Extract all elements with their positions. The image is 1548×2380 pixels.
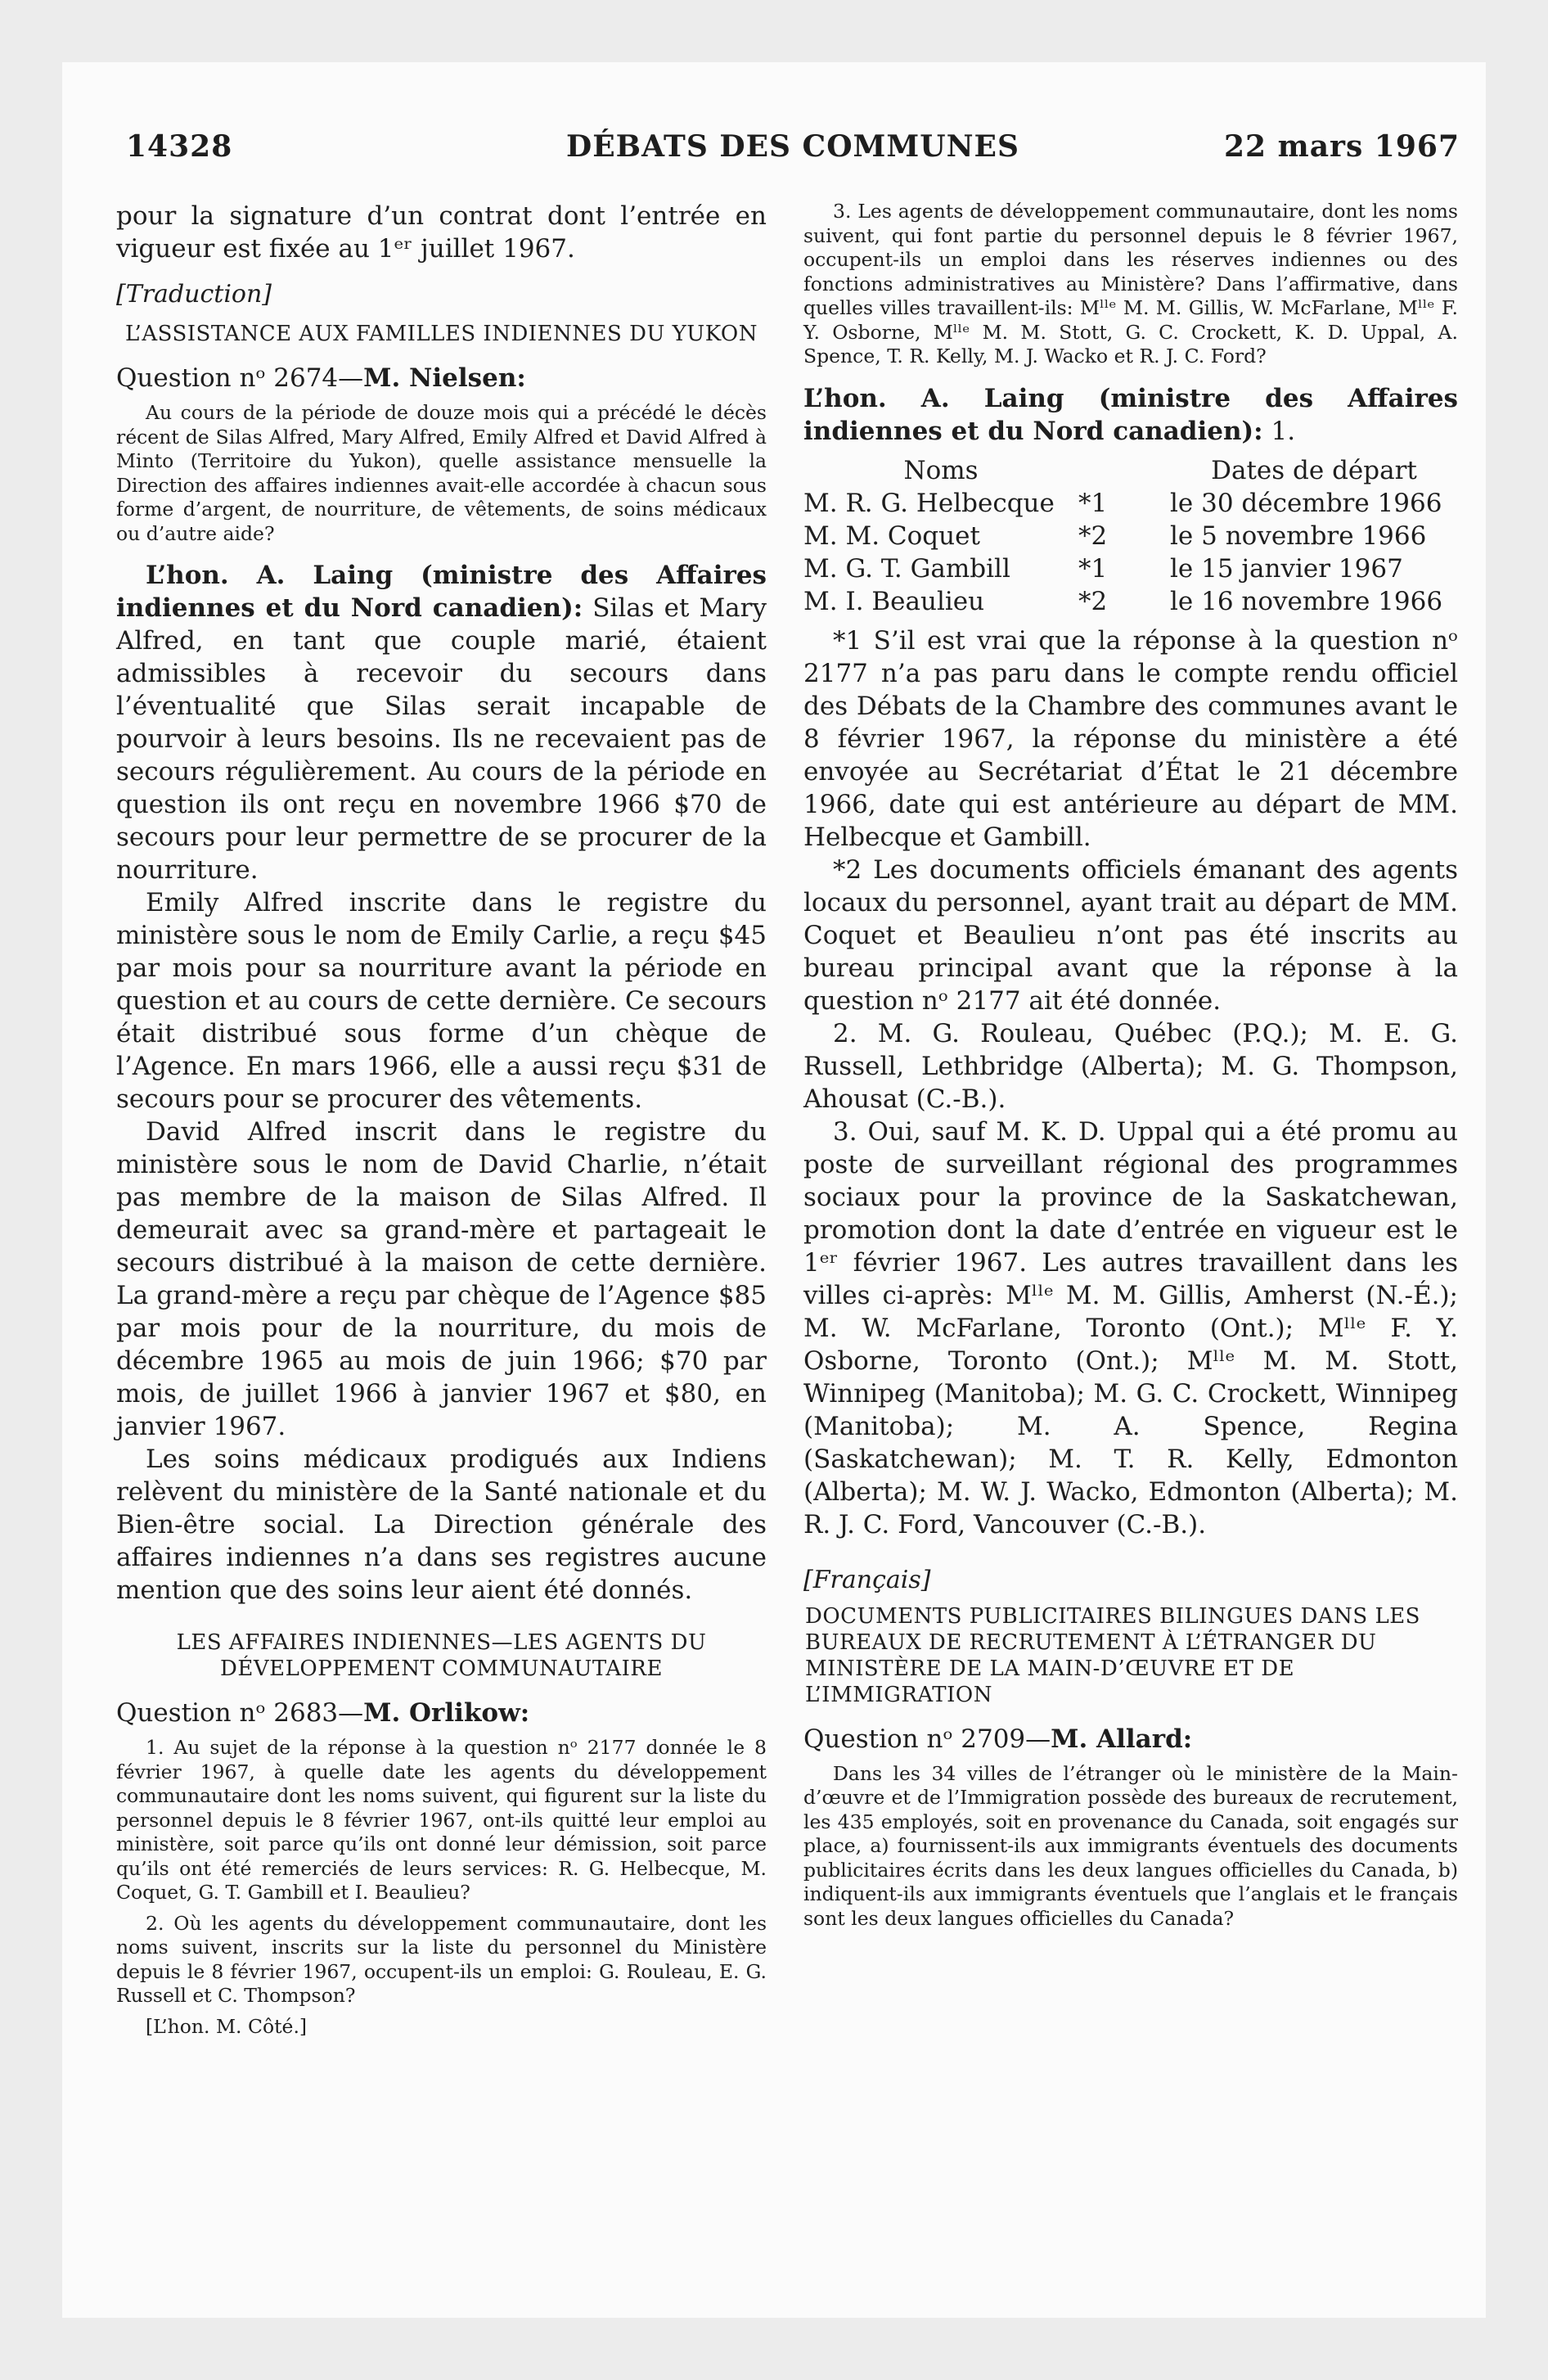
speaker-laing: L’hon. A. Laing (ministre des Affaires indiennes et du Nord canadien): <box>116 561 767 623</box>
journal-title: DÉBATS DES COMMUNES <box>565 129 1019 164</box>
answer-2683-intro: L’hon. A. Laing (ministre des Affaires indiennes et du Nord canadien): 1. <box>803 383 1458 446</box>
answer-2683-p2: 2. M. G. Rouleau, Québec (P.Q.); M. E. G. Russell, Lethbridge (Alberta); M. G. Thompson, Ahousat (C.-B.). <box>803 1018 1458 1114</box>
table-row: M. M. Coquet *2 le 5 novembre 1966 <box>803 521 1427 551</box>
answer-2674-p1: L’hon. A. Laing (ministre des Affaires indiennes et du Nord canadien): Silas et Mary Alfred, en tant que couple marié, étaient admissibles à recevoir du secours dans l’éventualité que Silas serait incapable de pourvoir à leurs besoins. Ils ne recevaient pas de secours régulièrement. Au cours de la période en question ils ont reçu en novembre 1966 $70 de secours pour leur permettre de se procurer de la nourriture. <box>116 561 767 885</box>
table-header-row <box>803 454 1458 487</box>
speaker-laing-2: L’hon. A. Laing (ministre des Affaires indiennes et du Nord canadien): <box>803 383 1458 446</box>
col-header-names: Noms <box>903 455 979 485</box>
page-header <box>126 129 1460 178</box>
page-number: 14328 <box>126 129 233 164</box>
col-header-dates: Dates de départ <box>1211 455 1417 485</box>
departure-table <box>803 454 1458 618</box>
footnote-1: *1 S’il est vrai que la réponse à la question nᵒ 2177 n’a pas paru dans le compte rendu officiel des Débats de la Chambre des communes avant le 8 février 1967, la réponse du ministère a été envoyée au Secrétariat d’État le 21 décembre 1966, date qui est antérieure au départ de MM. Helbecque et Gambill. <box>803 625 1458 852</box>
answer-2674-p4: Les soins médicaux prodigués aux Indiens relèvent du ministère de la Santé nationale et du Bien-être social. La Direction générale des affaires indiennes n’a dans ses registres aucune mention que des soins leur aient été donnés. <box>116 1445 767 1605</box>
translation-marker: [Traduction] <box>116 280 272 309</box>
question-2674-text: Au cours de la période de douze mois qui a précédé le décès récent de Silas Alfred, Mary Alfred, Emily Alfred et David Alfred à Minto (Territoire du Yukon), quelle assistance mensuelle la Direction des affaires indiennes avait-elle accordée à chacun sous forme d’argent, de nourriture, de vêtements, de soins médicaux ou d’autre aide? <box>116 401 767 545</box>
question-2683-p2: 2. Où les agents du développement communautaire, dont les noms suivent, inscrits sur la liste du personnel du Ministère depuis le 8 février 1967, occupent-ils un emploi: G. Rouleau, E. G. Russell et C. Thompson? <box>116 1911 767 2007</box>
answer-2683-p3: 3. Oui, sauf M. K. D. Uppal qui a été promu au poste de surveillant régional des programmes sociaux pour la province de la Saskatchewan, promotion dont la date d’entrée en vigueur est le 1ᵉʳ février 1967. Les autres travaillent dans les villes ci-après: Mˡˡᵉ M. M. Gillis, Amherst (N.-É.); M. W. McFarlane, Toronto (Ont.); Mˡˡᵉ F. Y. Osborne, Toronto (Ont.); Mˡˡᵉ M. M. Stott, Winnipeg (Manitoba); M. G. C. Crockett, Winnipeg (Manitoba); M. A. Spence, Regina (Saskatchewan); M. T. R. Kelly, Edmonton (Alberta); M. W. J. Wacko, Edmonton (Alberta); M. R. J. C. Ford, Vancouver (C.-B.). <box>803 1116 1458 1539</box>
table-row: M. I. Beaulieu *2 le 16 novembre 1966 <box>803 586 1443 616</box>
section-heading-documents: DOCUMENTS PUBLICITAIRES BILINGUES DANS LES BUREAUX DE RECRUTEMENT À L’ÉTRANGER DU MINISTÈRE DE LA MAIN-D’ŒUVRE ET DE L’IMMIGRATION <box>805 1603 1420 1707</box>
answer-2674-p2: Emily Alfred inscrite dans le registre du ministère sous le nom de Emily Carlie, a reçu $45 par mois pour sa nourriture avant la période en question et au cours de cette dernière. Ce secours était distribué sous forme d’un chèque de l’Agence. En mars 1966, elle a aussi reçu $31 de secours pour se procurer des vêtements. <box>116 888 767 1114</box>
section-heading-yukon: L’ASSISTANCE AUX FAMILLES INDIENNES DU YUKON <box>125 322 758 346</box>
question-2709-text: Dans les 34 villes de l’étranger où le ministère de la Main-d’œuvre et de l’Immigration possède des bureaux de recrutement, les 435 employés, soit en provenance du Canada, soit engagés sur place, a) fournissent-ils aux immigrants éventuels des documents publicitaires écrits dans les deux langues officielles du Canada, b) indiquent-ils aux immigrants éventuels que l’anglais et le français sont les deux langues officielles du Canada? <box>803 1761 1458 1930</box>
hansard-page <box>62 62 1486 2318</box>
table-row: M. R. G. Helbecque *1 le 30 décembre 1966 <box>803 488 1442 518</box>
question-2674-heading: Question nᵒ 2674—M. Nielsen: <box>116 363 526 393</box>
intro-paragraph: pour la signature d’un contrat dont l’entrée en vigueur est fixée au 1ᵉʳ juillet 1967. <box>116 201 767 264</box>
section-heading-agents: LES AFFAIRES INDIENNES—LES AGENTS DU DÉVELOPPEMENT COMMUNAUTAIRE <box>176 1630 707 1681</box>
footnote-2: *2 Les documents officiels émanant des agents locaux du personnel, ayant trait au départ de MM. Coquet et Beaulieu n’ont pas été inscrits au bureau principal avant que la réponse à la question nᵒ 2177 ait été donnée. <box>803 854 1458 1016</box>
table-row: M. G. T. Gambill *1 le 15 janvier 1967 <box>803 553 1403 584</box>
page-date: 22 mars 1967 <box>1223 129 1460 164</box>
attribution-cote: [L’hon. M. Côté.] <box>146 2014 308 2038</box>
francais-marker: [Français] <box>803 1565 931 1594</box>
left-column <box>116 200 767 2039</box>
question-2683-p1: 1. Au sujet de la réponse à la question nᵒ 2177 donnée le 8 février 1967, à quelle date les agents du développement communautaire dont les noms suivent, qui figurent sur la liste du personnel depuis le 8 février 1967, ont-ils quitté leur emploi au ministère, soit parce qu’ils ont donné leur démission, soit parce qu’ils ont été remerciés de leurs services: R. G. Helbecque, M. Coquet, G. T. Gambill et I. Beaulieu? <box>116 1736 767 1904</box>
answer-2674-p3: David Alfred inscrit dans le registre du ministère sous le nom de David Charlie, n’était pas membre de la maison de Silas Alfred. Il demeurait avec sa grand-mère et partageait le secours distribué à la maison de cette dernière. La grand-mère a reçu par chèque de l’Agence $85 par mois pour de la nourriture, du mois de décembre 1965 au mois de juin 1966; $70 par mois, de juillet 1966 à janvier 1967 et $80, en janvier 1967. <box>116 1117 767 1441</box>
question-2683-p3: 3. Les agents de développement communautaire, dont les noms suivent, qui font partie du personnel depuis le 8 février 1967, occupent-ils un emploi dans les réserves indiennes ou des fonctions administratives au Ministère? Dans l’affirmative, dans quelles villes travaillent-ils: Mˡˡᵉ M. M. Gillis, W. McFarlane, Mˡˡᵉ F. Y. Osborne, Mˡˡᵉ M. M. Stott, G. C. Crockett, K. D. Uppal, A. Spence, T. R. Kelly, M. J. Wacko et R. J. C. Ford? <box>803 200 1458 367</box>
question-2709-heading: Question nᵒ 2709—M. Allard: <box>803 1724 1193 1754</box>
question-2683-heading: Question nᵒ 2683—M. Orlikow: <box>116 1698 530 1728</box>
right-column <box>803 200 1458 1931</box>
